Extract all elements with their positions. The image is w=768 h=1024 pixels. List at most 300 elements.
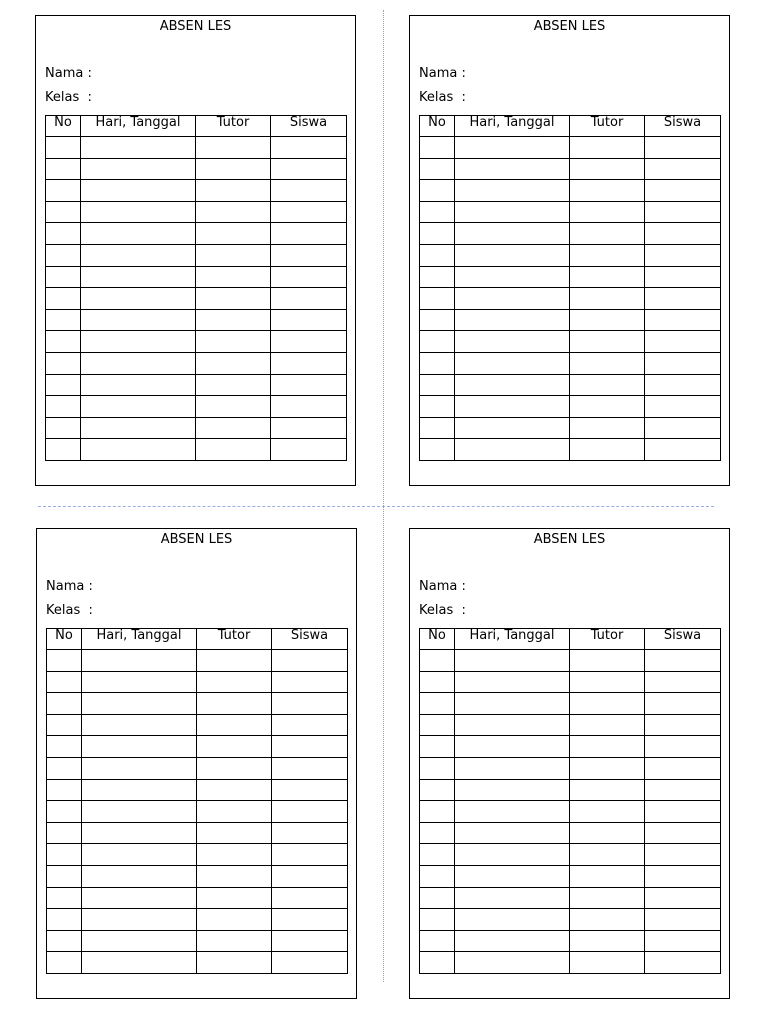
table-cell — [196, 201, 271, 223]
table-cell — [455, 801, 570, 823]
table-row — [47, 887, 348, 909]
table-cell — [197, 930, 272, 952]
table-cell — [420, 374, 455, 396]
table-row — [420, 844, 721, 866]
table-cell — [82, 693, 197, 715]
table-cell — [81, 331, 196, 353]
table-cell — [420, 736, 455, 758]
table-cell — [81, 137, 196, 159]
table-cell — [82, 671, 197, 693]
table-cell — [645, 244, 721, 266]
table-cell — [81, 223, 196, 245]
table-cell — [455, 693, 570, 715]
horizontal-cut-line — [38, 506, 714, 507]
header-no: No — [420, 629, 455, 650]
table-cell — [46, 396, 81, 418]
table-row — [46, 266, 347, 288]
table-cell — [570, 736, 645, 758]
table-cell — [272, 887, 348, 909]
table-cell — [47, 801, 82, 823]
table-cell — [645, 137, 721, 159]
table-cell — [570, 288, 645, 310]
table-cell — [81, 309, 196, 331]
table-row — [47, 693, 348, 715]
table-cell — [645, 396, 721, 418]
table-cell — [81, 266, 196, 288]
table-cell — [455, 439, 570, 461]
table-row — [420, 288, 721, 310]
table-cell — [81, 158, 196, 180]
table-cell — [272, 865, 348, 887]
table-cell — [645, 779, 721, 801]
table-cell — [82, 865, 197, 887]
table-cell — [47, 930, 82, 952]
table-cell — [47, 844, 82, 866]
table-row — [46, 439, 347, 461]
table-cell — [46, 158, 81, 180]
table-cell — [420, 288, 455, 310]
table-cell — [197, 909, 272, 931]
table-cell — [570, 693, 645, 715]
table-cell — [197, 887, 272, 909]
table-row — [46, 158, 347, 180]
header-siswa: Siswa — [271, 116, 347, 137]
header-tutor: Tutor — [196, 116, 271, 137]
header-hari-tanggal: Hari, Tanggal — [81, 116, 196, 137]
table-cell — [645, 201, 721, 223]
table-cell — [272, 714, 348, 736]
table-row — [47, 865, 348, 887]
table-row — [420, 757, 721, 779]
table-cell — [420, 930, 455, 952]
table-cell — [47, 736, 82, 758]
table-cell — [196, 417, 271, 439]
table-cell — [420, 757, 455, 779]
table-cell — [420, 201, 455, 223]
table-cell — [645, 331, 721, 353]
nama-label: Nama : — [419, 66, 466, 81]
attendance-table — [45, 115, 347, 461]
table-row — [420, 201, 721, 223]
kelas-label: Kelas : — [46, 603, 93, 618]
table-cell — [420, 650, 455, 672]
table-row — [46, 331, 347, 353]
table-cell — [271, 158, 347, 180]
table-cell — [455, 650, 570, 672]
table-cell — [81, 417, 196, 439]
table-cell — [570, 158, 645, 180]
table-cell — [46, 288, 81, 310]
table-cell — [645, 309, 721, 331]
table-cell — [271, 137, 347, 159]
table-cell — [645, 909, 721, 931]
table-cell — [272, 801, 348, 823]
table-cell — [46, 244, 81, 266]
table-row — [46, 180, 347, 202]
table-cell — [82, 801, 197, 823]
header-no: No — [47, 629, 82, 650]
table-cell — [272, 909, 348, 931]
table-cell — [455, 952, 570, 974]
table-cell — [645, 865, 721, 887]
card-title: ABSEN LES — [533, 532, 606, 547]
table-cell — [196, 396, 271, 418]
table-cell — [46, 223, 81, 245]
table-row — [47, 736, 348, 758]
table-row — [47, 909, 348, 931]
table-row — [46, 201, 347, 223]
table-row — [420, 266, 721, 288]
table-cell — [570, 844, 645, 866]
table-cell — [420, 439, 455, 461]
table-cell — [570, 417, 645, 439]
table-cell — [645, 736, 721, 758]
attendance-card — [409, 15, 730, 486]
table-cell — [645, 714, 721, 736]
table-cell — [420, 822, 455, 844]
table-cell — [570, 309, 645, 331]
table-cell — [272, 757, 348, 779]
table-cell — [46, 439, 81, 461]
table-cell — [46, 266, 81, 288]
table-cell — [196, 223, 271, 245]
table-cell — [81, 352, 196, 374]
table-cell — [46, 352, 81, 374]
table-cell — [197, 865, 272, 887]
header-hari-tanggal: Hari, Tanggal — [455, 116, 570, 137]
table-cell — [272, 671, 348, 693]
table-cell — [455, 331, 570, 353]
table-cell — [196, 374, 271, 396]
table-cell — [420, 887, 455, 909]
table-cell — [272, 736, 348, 758]
table-cell — [46, 309, 81, 331]
table-cell — [570, 952, 645, 974]
kelas-label: Kelas : — [419, 603, 466, 618]
table-cell — [645, 266, 721, 288]
header-tutor: Tutor — [197, 629, 272, 650]
table-cell — [47, 757, 82, 779]
table-cell — [570, 439, 645, 461]
table-cell — [570, 930, 645, 952]
table-row — [47, 930, 348, 952]
table-cell — [570, 650, 645, 672]
table-cell — [455, 757, 570, 779]
table-cell — [570, 757, 645, 779]
table-cell — [47, 779, 82, 801]
table-cell — [196, 288, 271, 310]
table-cell — [197, 822, 272, 844]
table-cell — [645, 844, 721, 866]
table-cell — [82, 887, 197, 909]
nama-label: Nama : — [419, 579, 466, 594]
table-cell — [455, 352, 570, 374]
table-cell — [196, 158, 271, 180]
table-row — [420, 374, 721, 396]
table-cell — [46, 374, 81, 396]
table-cell — [47, 909, 82, 931]
table-cell — [196, 266, 271, 288]
table-cell — [272, 779, 348, 801]
table-cell — [420, 779, 455, 801]
table-row — [46, 223, 347, 245]
attendance-table — [419, 628, 721, 974]
table-cell — [271, 244, 347, 266]
table-cell — [570, 801, 645, 823]
table-cell — [570, 909, 645, 931]
table-cell — [420, 223, 455, 245]
table-row — [420, 650, 721, 672]
table-cell — [645, 952, 721, 974]
table-cell — [645, 801, 721, 823]
table-cell — [645, 822, 721, 844]
table-cell — [46, 137, 81, 159]
table-row — [420, 779, 721, 801]
table-row — [46, 137, 347, 159]
header-no: No — [46, 116, 81, 137]
table-cell — [455, 374, 570, 396]
header-siswa: Siswa — [645, 116, 721, 137]
table-cell — [420, 909, 455, 931]
table-cell — [570, 374, 645, 396]
table-row — [47, 714, 348, 736]
table-cell — [272, 650, 348, 672]
table-cell — [81, 374, 196, 396]
header-siswa: Siswa — [272, 629, 348, 650]
table-cell — [196, 309, 271, 331]
table-cell — [420, 396, 455, 418]
table-row — [46, 288, 347, 310]
kelas-label: Kelas : — [45, 90, 92, 105]
table-cell — [570, 352, 645, 374]
header-siswa: Siswa — [645, 629, 721, 650]
table-cell — [420, 137, 455, 159]
table-cell — [570, 137, 645, 159]
table-cell — [272, 822, 348, 844]
table-cell — [420, 180, 455, 202]
table-cell — [645, 693, 721, 715]
table-cell — [82, 952, 197, 974]
table-cell — [455, 244, 570, 266]
table-cell — [271, 352, 347, 374]
table-cell — [570, 266, 645, 288]
table-cell — [455, 417, 570, 439]
table-cell — [645, 223, 721, 245]
table-row — [420, 714, 721, 736]
table-row — [420, 137, 721, 159]
header-hari-tanggal: Hari, Tanggal — [82, 629, 197, 650]
table-cell — [645, 374, 721, 396]
kelas-label: Kelas : — [419, 90, 466, 105]
table-row — [420, 352, 721, 374]
table-cell — [197, 801, 272, 823]
table-cell — [81, 288, 196, 310]
table-cell — [455, 714, 570, 736]
table-cell — [645, 180, 721, 202]
table-cell — [47, 671, 82, 693]
header-hari-tanggal: Hari, Tanggal — [455, 629, 570, 650]
header-no: No — [420, 116, 455, 137]
table-cell — [47, 865, 82, 887]
table-row — [47, 779, 348, 801]
table-row — [420, 439, 721, 461]
table-row — [420, 822, 721, 844]
table-cell — [81, 396, 196, 418]
table-cell — [81, 180, 196, 202]
table-row — [46, 309, 347, 331]
table-cell — [196, 244, 271, 266]
nama-label: Nama : — [46, 579, 93, 594]
card-title: ABSEN LES — [533, 19, 606, 34]
table-cell — [196, 352, 271, 374]
table-cell — [455, 158, 570, 180]
table-cell — [271, 309, 347, 331]
table-cell — [47, 887, 82, 909]
table-row — [420, 180, 721, 202]
table-cell — [455, 309, 570, 331]
table-cell — [420, 331, 455, 353]
table-cell — [271, 331, 347, 353]
table-cell — [197, 757, 272, 779]
table-row — [47, 844, 348, 866]
table-cell — [455, 671, 570, 693]
table-row — [46, 374, 347, 396]
table-cell — [645, 887, 721, 909]
table-cell — [82, 757, 197, 779]
table-cell — [197, 736, 272, 758]
header-tutor: Tutor — [570, 629, 645, 650]
table-cell — [570, 887, 645, 909]
table-row — [47, 671, 348, 693]
table-row — [47, 757, 348, 779]
table-row — [420, 909, 721, 931]
table-cell — [271, 396, 347, 418]
table-cell — [570, 865, 645, 887]
table-cell — [645, 439, 721, 461]
table-cell — [570, 180, 645, 202]
table-cell — [82, 714, 197, 736]
table-cell — [570, 714, 645, 736]
attendance-card — [36, 528, 357, 999]
table-cell — [196, 180, 271, 202]
table-cell — [645, 650, 721, 672]
table-cell — [271, 288, 347, 310]
table-cell — [645, 671, 721, 693]
table-cell — [420, 309, 455, 331]
table-cell — [420, 266, 455, 288]
table-cell — [420, 352, 455, 374]
table-cell — [197, 693, 272, 715]
table-cell — [47, 822, 82, 844]
table-row — [420, 736, 721, 758]
table-cell — [82, 650, 197, 672]
table-cell — [570, 779, 645, 801]
table-row — [420, 952, 721, 974]
table-cell — [420, 417, 455, 439]
table-cell — [197, 844, 272, 866]
table-cell — [46, 331, 81, 353]
table-cell — [455, 266, 570, 288]
card-title: ABSEN LES — [160, 532, 233, 547]
table-row — [420, 801, 721, 823]
table-cell — [420, 952, 455, 974]
table-cell — [455, 909, 570, 931]
table-row — [420, 887, 721, 909]
table-cell — [645, 417, 721, 439]
table-cell — [81, 439, 196, 461]
table-cell — [645, 288, 721, 310]
table-row — [46, 417, 347, 439]
table-cell — [271, 201, 347, 223]
table-cell — [47, 693, 82, 715]
table-cell — [455, 865, 570, 887]
table-row — [420, 158, 721, 180]
table-cell — [645, 352, 721, 374]
table-cell — [82, 844, 197, 866]
table-cell — [197, 952, 272, 974]
table-row — [47, 822, 348, 844]
table-cell — [420, 844, 455, 866]
table-cell — [455, 930, 570, 952]
table-cell — [271, 417, 347, 439]
table-row — [420, 417, 721, 439]
table-cell — [47, 650, 82, 672]
table-cell — [82, 736, 197, 758]
table-cell — [272, 930, 348, 952]
table-row — [47, 650, 348, 672]
table-cell — [420, 865, 455, 887]
table-row — [420, 865, 721, 887]
table-cell — [271, 266, 347, 288]
table-row — [420, 693, 721, 715]
card-title: ABSEN LES — [159, 19, 232, 34]
table-cell — [272, 693, 348, 715]
table-row — [420, 244, 721, 266]
table-cell — [47, 952, 82, 974]
table-cell — [196, 137, 271, 159]
header-tutor: Tutor — [570, 116, 645, 137]
table-cell — [271, 439, 347, 461]
table-cell — [420, 671, 455, 693]
table-cell — [570, 396, 645, 418]
table-cell — [271, 374, 347, 396]
table-cell — [47, 714, 82, 736]
table-cell — [455, 736, 570, 758]
table-cell — [81, 201, 196, 223]
table-cell — [271, 180, 347, 202]
attendance-table — [46, 628, 348, 974]
table-cell — [455, 137, 570, 159]
table-row — [420, 930, 721, 952]
table-row — [420, 671, 721, 693]
table-row — [46, 396, 347, 418]
table-row — [47, 801, 348, 823]
table-cell — [46, 417, 81, 439]
attendance-card — [409, 528, 730, 999]
nama-label: Nama : — [45, 66, 92, 81]
table-cell — [272, 952, 348, 974]
table-cell — [455, 201, 570, 223]
table-cell — [570, 244, 645, 266]
table-cell — [82, 930, 197, 952]
table-cell — [46, 201, 81, 223]
table-cell — [82, 822, 197, 844]
table-cell — [82, 909, 197, 931]
attendance-card — [35, 15, 356, 486]
table-row — [420, 396, 721, 418]
table-cell — [420, 244, 455, 266]
table-cell — [420, 158, 455, 180]
